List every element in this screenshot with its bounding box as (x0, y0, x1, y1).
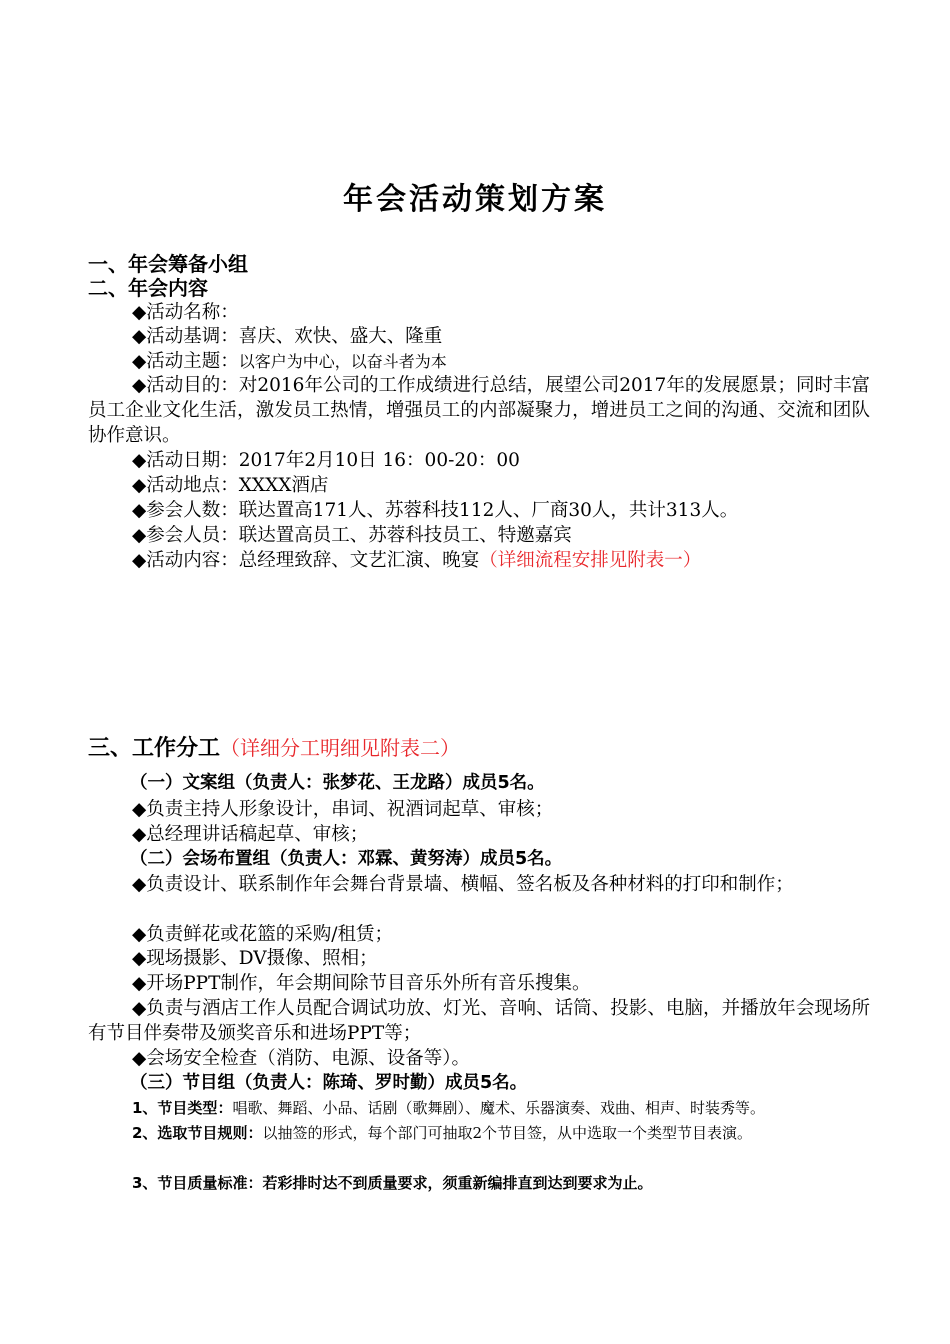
section-3-note: （详细分工明细见附表二） (220, 736, 461, 760)
rule-text: 以抽签的形式，每个部门可抽取2个节目签，从中选取一个类型节目表演。 (262, 1124, 752, 1142)
item-attendee-count (88, 498, 914, 523)
program-rule-2 (88, 1121, 864, 1146)
item-activity-date (88, 448, 914, 473)
section-3-heading (88, 733, 460, 764)
rule-text: 若彩排时达不到质量要求，须重新编排直到达到要求为止。 (262, 1174, 653, 1192)
section-2-heading: 二、年会内容 (88, 276, 208, 300)
item-label: ◆参会人数： (132, 500, 239, 521)
section-1-heading: 一、年会筹备小组 (88, 252, 248, 276)
item-value: 2017年2月10日 16：00-20：00 (238, 450, 520, 471)
item-label: ◆活动主题： (132, 351, 239, 372)
item-value: 对2016年公司的工作成绩进行总结，展望公司2017年的发展愿景；同时丰富员工企业文化生活，激发员工热情，增强员工的内部凝聚力，增进员工之间的沟通、交流和团队协作意识。 (88, 375, 870, 446)
item-attendees (88, 523, 914, 548)
rule-label: 1、节目类型： (132, 1099, 233, 1117)
appendix-note: （详细流程安排见附表一） (479, 550, 702, 571)
group-item: ◆总经理讲话稿起草、审核； (132, 824, 369, 845)
group-copywriting-title: （一）文案组（负责人：张梦花、王龙路）成员5名。 (130, 773, 545, 793)
item-label: ◆参会人员： (132, 525, 239, 546)
item-label: ◆活动基调： (132, 326, 239, 347)
rule-label: 2、选取节目规则： (132, 1124, 263, 1142)
item-value: 联达置高员工、苏蓉科技员工、特邀嘉宾 (238, 525, 572, 546)
group-item: ◆负责设计、联系制作年会舞台背景墙、横幅、签名板及各种材料的打印和制作； (132, 874, 794, 895)
program-rule-1 (88, 1096, 864, 1121)
item-value: XXXX酒店 (238, 475, 329, 496)
item-activity-purpose (88, 373, 870, 448)
group-item: ◆开场PPT制作，年会期间除节目音乐外所有音乐搜集。 (132, 973, 591, 994)
item-label: ◆活动地点： (132, 475, 239, 496)
item-label: ◆活动名称： (132, 302, 239, 323)
item-activity-name (88, 300, 914, 325)
item-value: 总经理致辞、文艺汇演、晚宴 (238, 550, 480, 571)
item-activity-tone (88, 324, 914, 349)
item-value: 喜庆、欢快、盛大、隆重 (238, 326, 443, 347)
item-label: ◆活动日期： (132, 450, 239, 471)
rule-text: 唱歌、舞蹈、小品、话剧（歌舞剧）、魔术、乐器演奏、戏曲、相声、时装秀等。 (232, 1099, 765, 1117)
item-label: ◆活动目的： (132, 375, 239, 396)
item-activity-theme (88, 349, 914, 374)
section-3-title: 三、工作分工 (88, 736, 221, 761)
item-label: ◆活动内容： (132, 550, 239, 571)
document-title: 年会活动策划方案 (343, 182, 607, 217)
group-venue-title: （二）会场布置组（负责人：邓霖、黄努涛）成员5名。 (130, 849, 563, 869)
item-value: 联达置高171人、苏蓉科技112人、厂商30人，共计313人。 (238, 500, 739, 521)
group-item: ◆负责与酒店工作人员配合调试功放、灯光、音响、话筒、投影、电脑，并播放年会现场所有节目伴奏带及颁奖音乐和进场PPT等； (88, 998, 870, 1044)
program-rule-3 (88, 1171, 864, 1196)
group-item: ◆负责鲜花或花篮的采购/租赁； (132, 924, 393, 945)
item-activity-content (88, 548, 914, 573)
group-program-title: （三）节目组（负责人：陈琦、罗时勤）成员5名。 (130, 1073, 528, 1093)
group-item: ◆现场摄影、DV摄像、照相； (132, 948, 378, 969)
item-activity-location (88, 473, 914, 498)
rule-label: 3、节目质量标准： (132, 1174, 263, 1192)
item-value: 以客户为中心，以奋斗者为本 (238, 352, 447, 371)
group-item: ◆会场安全检查（消防、电源、设备等）。 (132, 1048, 470, 1069)
group-item: ◆负责主持人形象设计，串词、祝酒词起草、审核； (132, 799, 554, 820)
